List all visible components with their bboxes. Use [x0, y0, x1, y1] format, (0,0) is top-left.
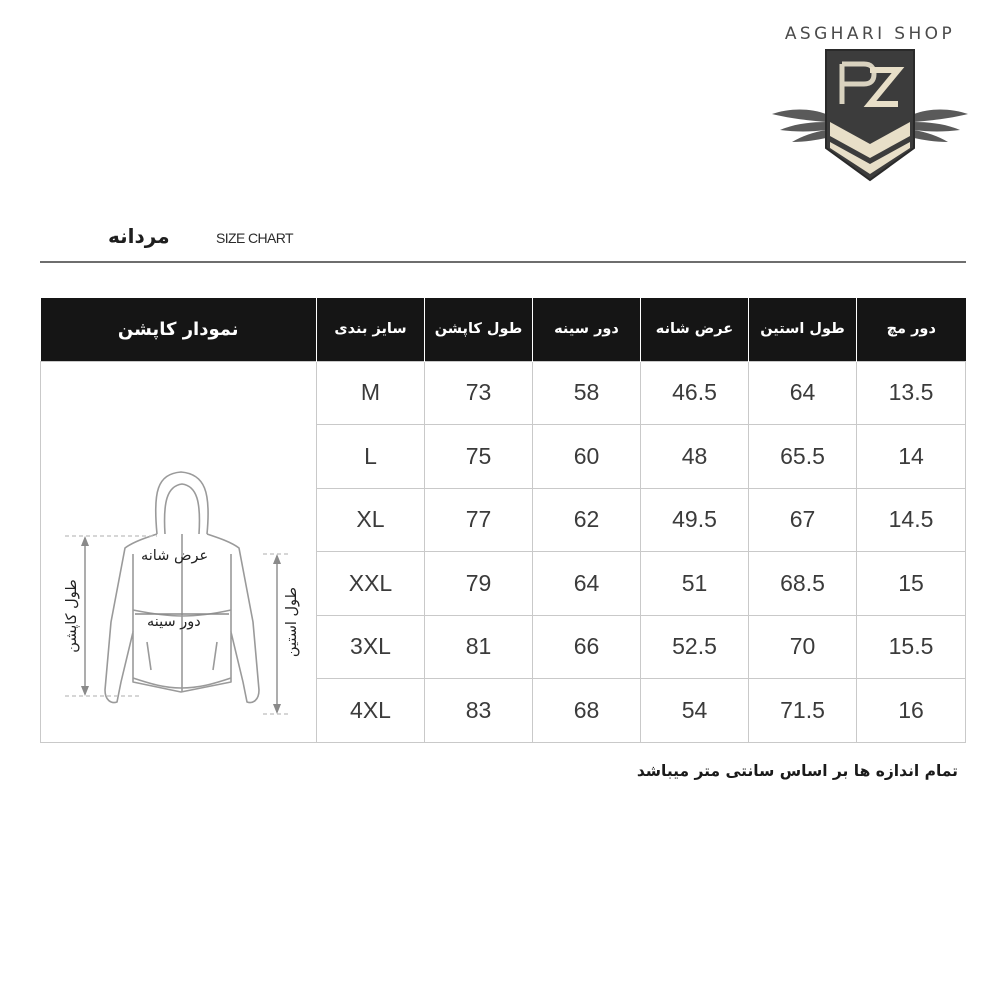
cuff-cell: 16 [857, 679, 966, 743]
sleeve-cell: 68.5 [749, 552, 857, 616]
header-chest: دور سینه [533, 298, 641, 361]
page-title-en: SIZE CHART [216, 230, 293, 246]
jacket-diagram-cell [41, 361, 317, 742]
header-size: سایز بندی [317, 298, 425, 361]
shoulder-cell: 49.5 [641, 488, 749, 552]
cuff-cell: 15.5 [857, 615, 966, 679]
chest-cell: 58 [533, 361, 641, 425]
length-cell: 79 [425, 552, 533, 616]
header-cuff: دور مچ [857, 298, 966, 361]
shoulder-cell: 52.5 [641, 615, 749, 679]
chest-cell: 64 [533, 552, 641, 616]
table-row [41, 361, 966, 425]
shoulder-label: عرض شانه [141, 547, 209, 564]
cuff-cell: 14 [857, 425, 966, 489]
cuff-cell: 14.5 [857, 488, 966, 552]
size-chart-table [40, 298, 966, 743]
sleeve-cell: 67 [749, 488, 857, 552]
length-cell: 77 [425, 488, 533, 552]
chest-cell: 66 [533, 615, 641, 679]
chest-cell: 68 [533, 679, 641, 743]
length-cell: 83 [425, 679, 533, 743]
length-cell: 81 [425, 615, 533, 679]
shoulder-cell: 48 [641, 425, 749, 489]
cuff-cell: 13.5 [857, 361, 966, 425]
sleeve-cell: 71.5 [749, 679, 857, 743]
header-chart: نمودار کاپشن [41, 298, 317, 361]
size-cell: L [317, 425, 425, 489]
length-label: طول کاپشن [63, 578, 80, 653]
size-cell: XL [317, 488, 425, 552]
size-cell: 3XL [317, 615, 425, 679]
brand-block [766, 18, 974, 226]
length-cell: 75 [425, 425, 533, 489]
sleeve-cell: 65.5 [749, 425, 857, 489]
brand-name: ASGHARI SHOP [784, 24, 956, 44]
size-cell: XXL [317, 552, 425, 616]
sleeve-label: طول استین [284, 586, 301, 657]
size-cell: M [317, 361, 425, 425]
chest-cell: 60 [533, 425, 641, 489]
shoulder-cell: 51 [641, 552, 749, 616]
divider [40, 261, 966, 263]
length-cell: 73 [425, 361, 533, 425]
sleeve-cell: 64 [749, 361, 857, 425]
header-shoulder: عرض شانه [641, 298, 749, 361]
page-title-fa: مردانه [108, 224, 170, 248]
winged-shield-logo-icon [770, 48, 970, 182]
header-sleeve: طول استین [749, 298, 857, 361]
chest-label: دور سینه [147, 613, 201, 630]
shoulder-cell: 54 [641, 679, 749, 743]
chest-cell: 62 [533, 488, 641, 552]
size-cell: 4XL [317, 679, 425, 743]
shoulder-cell: 46.5 [641, 361, 749, 425]
header-length: طول کاپشن [425, 298, 533, 361]
units-footnote: تمام اندازه ها بر اساس سانتی متر میباشد [636, 762, 958, 780]
cuff-cell: 15 [857, 552, 966, 616]
sleeve-cell: 70 [749, 615, 857, 679]
table-header-row [41, 298, 966, 361]
